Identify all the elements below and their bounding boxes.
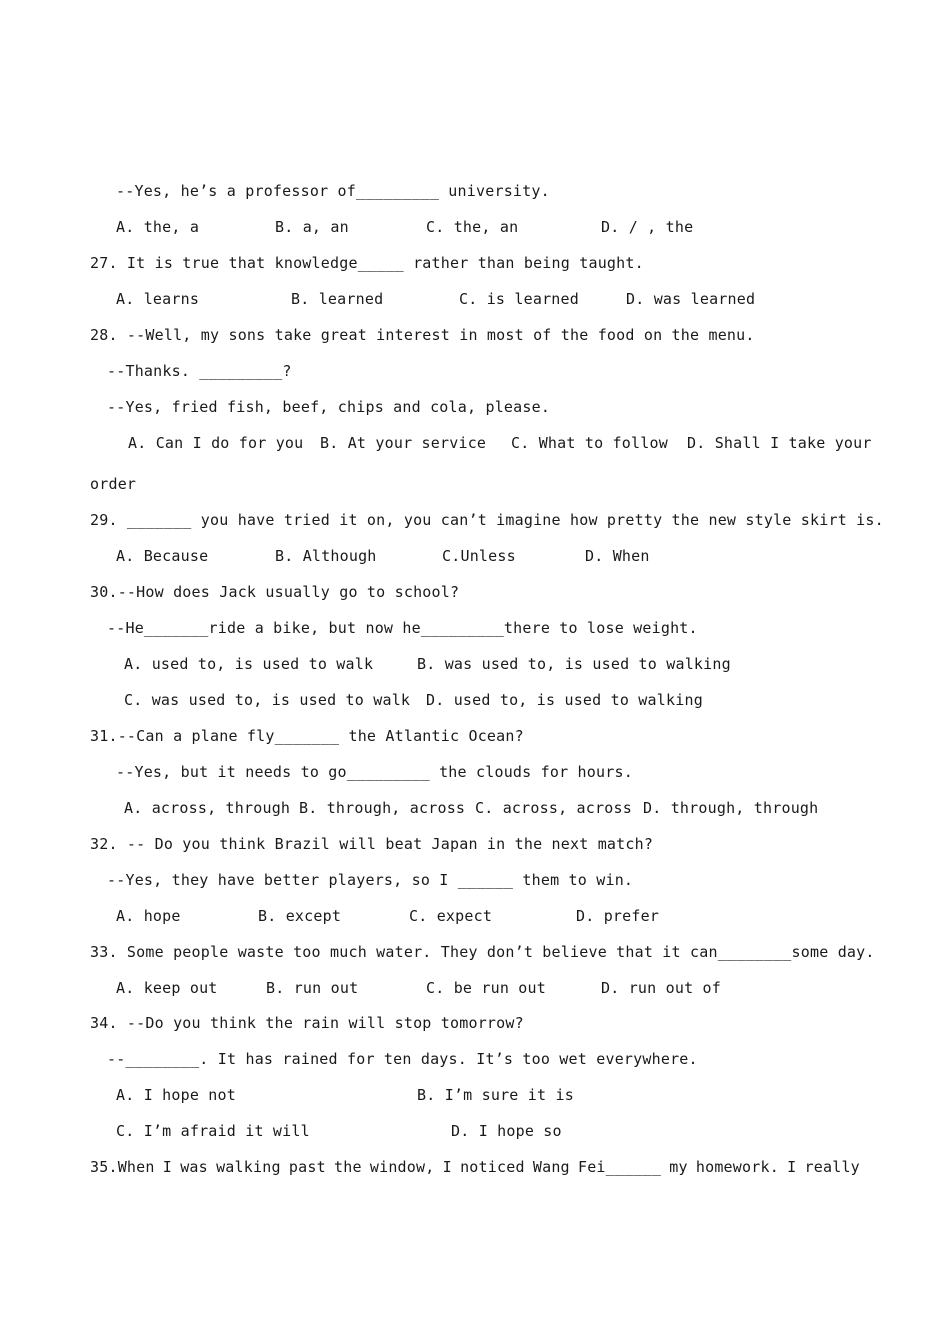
q32-option-d: D. prefer — [576, 907, 660, 925]
q27-stem: 27. It is true that knowledge_____ rather than being taught. — [90, 254, 644, 272]
q29-stem: 29. _______ you have tried it on, you can’t imagine how pretty the new style skirt is. — [90, 511, 884, 529]
q34-option-b: B. I’m sure it is — [417, 1086, 574, 1104]
q33-option-c: C. be run out — [426, 979, 546, 997]
q26-option-b: B. a, an — [275, 218, 349, 236]
q31-option-d: D. through, through — [643, 799, 819, 817]
q35-word: past — [288, 1158, 326, 1176]
q29-option-d: D. When — [585, 547, 650, 565]
q31-option-c: C. across, across — [475, 799, 632, 817]
q30-line-2: --He_______ride a bike, but now he_________there to lose weight. — [107, 619, 698, 637]
q34-stem: 34. --Do you think the rain will stop tomorrow? — [90, 1014, 524, 1032]
q28-stem: 28. --Well, my sons take great interest in most of the food on the menu. — [90, 326, 755, 344]
q32-option-c: C. expect — [409, 907, 493, 925]
q31-option-a: A. across, through — [124, 799, 291, 817]
q35-word: 35.When — [90, 1158, 155, 1176]
q26-option-d: D. / , the — [601, 218, 694, 236]
q31-stem: 31.--Can a plane fly_______ the Atlantic Ocean? — [90, 727, 524, 745]
q32-stem: 32. -- Do you think Brazil will beat Japan in the next match? — [90, 835, 654, 853]
q29-option-a: A. Because — [116, 547, 209, 565]
q33-option-b: B. run out — [266, 979, 359, 997]
q32-option-b: B. except — [258, 907, 342, 925]
q32-option-a: A. hope — [116, 907, 181, 925]
q28-option-c: C. What to follow — [511, 434, 668, 452]
q29-option-c: C.Unless — [442, 547, 516, 565]
q27-option-c: C. is learned — [459, 290, 579, 308]
q33-option-d: D. run out of — [601, 979, 721, 997]
q34-option-a: A. I hope not — [116, 1086, 236, 1104]
q35-word: Fei______ — [577, 1158, 662, 1176]
q29-option-b: B. Although — [275, 547, 377, 565]
q32-line-2: --Yes, they have better players, so I ______ them to win. — [107, 871, 634, 889]
q35-word: I — [442, 1158, 452, 1176]
q30-stem: 30.--How does Jack usually go to school? — [90, 583, 460, 601]
q27-option-d: D. was learned — [626, 290, 756, 308]
q33-option-a: A. keep out — [116, 979, 218, 997]
q35-word: window, — [369, 1158, 435, 1176]
q30-option-a: A. used to, is used to walk — [124, 655, 374, 673]
q34-option-d: D. I hope so — [451, 1122, 562, 1140]
q31-option-b: B. through, across — [299, 799, 466, 817]
q28-option-d-wrap: order — [90, 475, 137, 493]
q35-stem — [90, 1157, 860, 1177]
q26-answer-line: --Yes, he’s a professor of_________ university. — [116, 182, 550, 200]
q35-word: noticed — [460, 1158, 525, 1176]
q28-line-3: --Yes, fried fish, beef, chips and cola, please. — [107, 398, 551, 416]
q28-option-d: D. Shall I take your — [687, 434, 872, 452]
q35-word: Wang — [532, 1158, 570, 1176]
q26-option-a: A. the, a — [116, 218, 200, 236]
q30-option-c: C. was used to, is used to walk — [124, 691, 411, 709]
q33-stem: 33. Some people waste too much water. They don’t believe that it can________some day. — [90, 943, 875, 961]
q35-word: I — [787, 1158, 797, 1176]
q28-line-2: --Thanks. _________? — [107, 362, 292, 380]
q35-word: the — [333, 1158, 362, 1176]
q35-word: homework. — [695, 1158, 779, 1176]
q34-line-2: --________. It has rained for ten days. It’s too wet everywhere. — [107, 1050, 698, 1068]
q27-option-b: B. learned — [291, 290, 384, 308]
q26-option-c: C. the, an — [426, 218, 519, 236]
q30-option-d: D. used to, is used to walking — [426, 691, 703, 709]
q31-line-2: --Yes, but it needs to go_________ the clouds for hours. — [116, 763, 633, 781]
q35-word: walking — [216, 1158, 281, 1176]
q34-option-c: C. I’m afraid it will — [116, 1122, 310, 1140]
q30-option-b: B. was used to, is used to walking — [417, 655, 731, 673]
q35-word: really — [804, 1158, 860, 1176]
q27-option-a: A. learns — [116, 290, 200, 308]
q35-word: I — [162, 1158, 173, 1176]
q28-option-a: A. Can I do for you — [128, 434, 304, 452]
q35-word: my — [669, 1158, 688, 1176]
q35-word: was — [180, 1158, 208, 1176]
q28-option-b: B. At your service — [320, 434, 487, 452]
